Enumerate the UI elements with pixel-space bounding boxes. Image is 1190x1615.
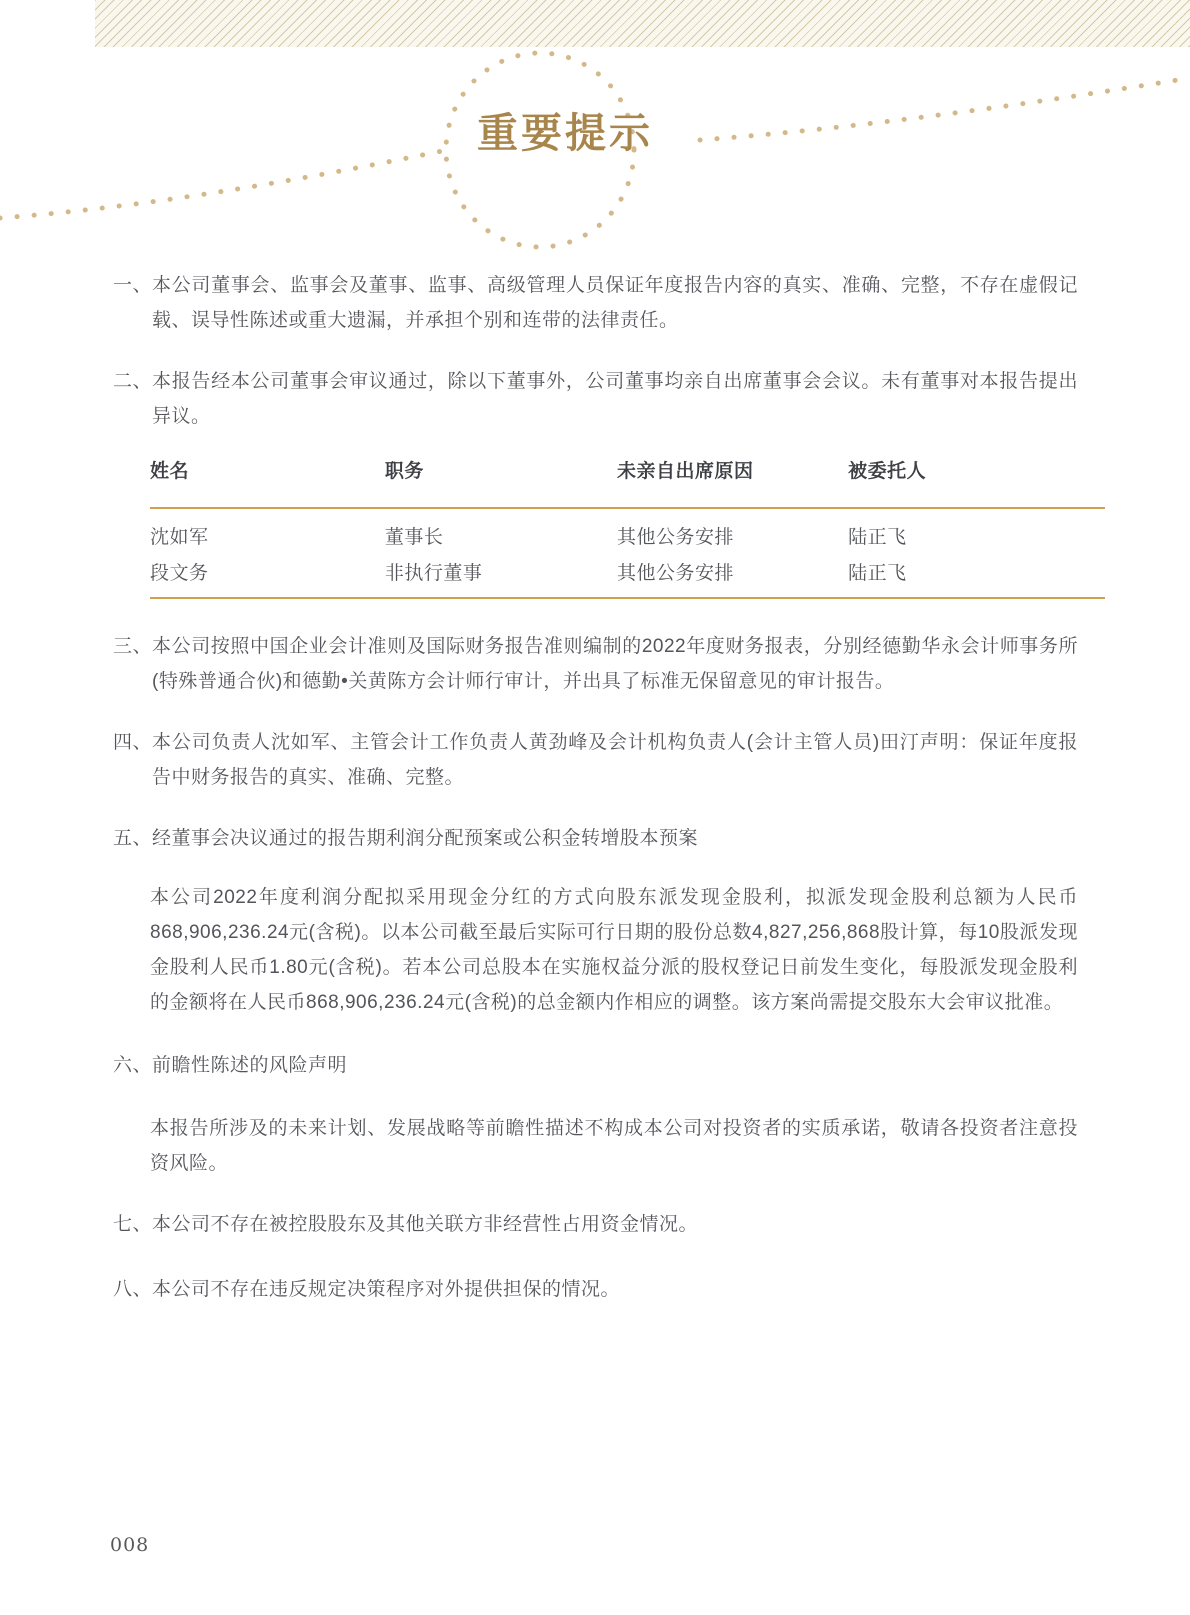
notice-item-7 <box>113 1207 1078 1242</box>
cell-name: 段文务 <box>150 555 385 598</box>
item-4-number: 四、 <box>113 732 153 753</box>
page-number: 008 <box>110 1534 150 1556</box>
item-3-number: 三、 <box>113 636 153 657</box>
cell-absence-reason: 其他公务安排 <box>617 555 848 598</box>
item-2-text: 本报告经本公司董事会审议通过，除以下董事外，公司董事均亲自出席董事会会议。未有董事对本报告提出异议。 <box>152 371 1078 427</box>
header-proxy: 被委托人 <box>848 448 1105 508</box>
item-2-number: 二、 <box>113 371 153 392</box>
item-8-number: 八、 <box>113 1279 153 1300</box>
item-3-text: 本公司按照中国企业会计准则及国际财务报告准则编制的2022年度财务报表，分别经德勤华永会计师事务所(特殊普通合伙)和德勤•关黄陈方会计师行审计，并出具了标准无保留意见的审计报告。 <box>152 636 1078 692</box>
item-4-text: 本公司负责人沈如军、主管会计工作负责人黄劲峰及会计机构负责人(会计主管人员)田汀声明：保证年度报告中财务报告的真实、准确、完整。 <box>152 732 1078 788</box>
cell-position: 非执行董事 <box>385 555 617 598</box>
table-header-row <box>150 448 1105 508</box>
director-attendance-table <box>150 448 1105 599</box>
notice-item-1 <box>113 268 1078 338</box>
header-position: 职务 <box>385 448 617 508</box>
item-8-text: 本公司不存在违反规定决策程序对外提供担保的情况。 <box>152 1279 621 1300</box>
notice-item-5 <box>113 821 1078 856</box>
notice-item-2 <box>113 364 1078 434</box>
page-title: 重要提示 <box>477 109 653 157</box>
item-7-text: 本公司不存在被控股股东及其他关联方非经营性占用资金情况。 <box>152 1214 699 1235</box>
cell-position: 董事长 <box>384 526 444 548</box>
table-row <box>150 508 1105 555</box>
forward-looking-paragraph: 本报告所涉及的未来计划、发展战略等前瞻性描述不构成本公司对投资者的实质承诺，敬请各投资者注意投资风险。 <box>150 1118 1078 1174</box>
item-1-number: 一、 <box>113 275 153 296</box>
notice-item-6 <box>113 1048 1078 1083</box>
item-5-text: 经董事会决议通过的报告期利润分配预案或公积金转增股本预案 <box>152 828 699 849</box>
diagonal-hatch-band <box>95 0 1190 47</box>
notice-item-8 <box>113 1272 1078 1307</box>
notice-item-4 <box>113 725 1078 795</box>
header-name: 姓名 <box>150 448 385 508</box>
header-absence-reason: 未亲自出席原因 <box>617 448 848 508</box>
cell-name: 沈如军 <box>150 526 209 548</box>
item-6-number: 六、 <box>113 1055 153 1076</box>
dotted-line-left <box>0 150 447 218</box>
item-5-number: 五、 <box>113 828 153 849</box>
table-row <box>150 555 1105 598</box>
document-body <box>113 268 1078 1307</box>
dotted-line-right <box>700 78 1190 140</box>
cell-proxy: 陆正飞 <box>848 555 1105 598</box>
item-7-number: 七、 <box>113 1214 153 1235</box>
dividend-plan-paragraph: 本公司2022年度利润分配拟采用现金分红的方式向股东派发现金股利，拟派发现金股利总额为人民币868,906,236.24元(含税)。以本公司截至最后实际可行日期的股份总数4,827,256,868股计算，每10股派发现金股利人民币1.80元(含税)。若本公司总股本在实施权益分派的股权登记日前发生变化，每股派发现金股利的金额将在人民币868,906,236.24元(含税)的总金额内作相应的调整。该方案尚需提交股东大会审议批准。 <box>150 887 1078 1013</box>
item-1-text: 本公司董事会、监事会及董事、监事、高级管理人员保证年度报告内容的真实、准确、完整，不存在虚假记载、误导性陈述或重大遗漏，并承担个别和连带的法律责任。 <box>152 275 1078 331</box>
cell-absence-reason: 其他公务安排 <box>616 526 734 548</box>
cell-proxy: 陆正飞 <box>848 526 907 548</box>
item-6-text: 前瞻性陈述的风险声明 <box>152 1055 348 1076</box>
notice-item-3 <box>113 629 1078 699</box>
